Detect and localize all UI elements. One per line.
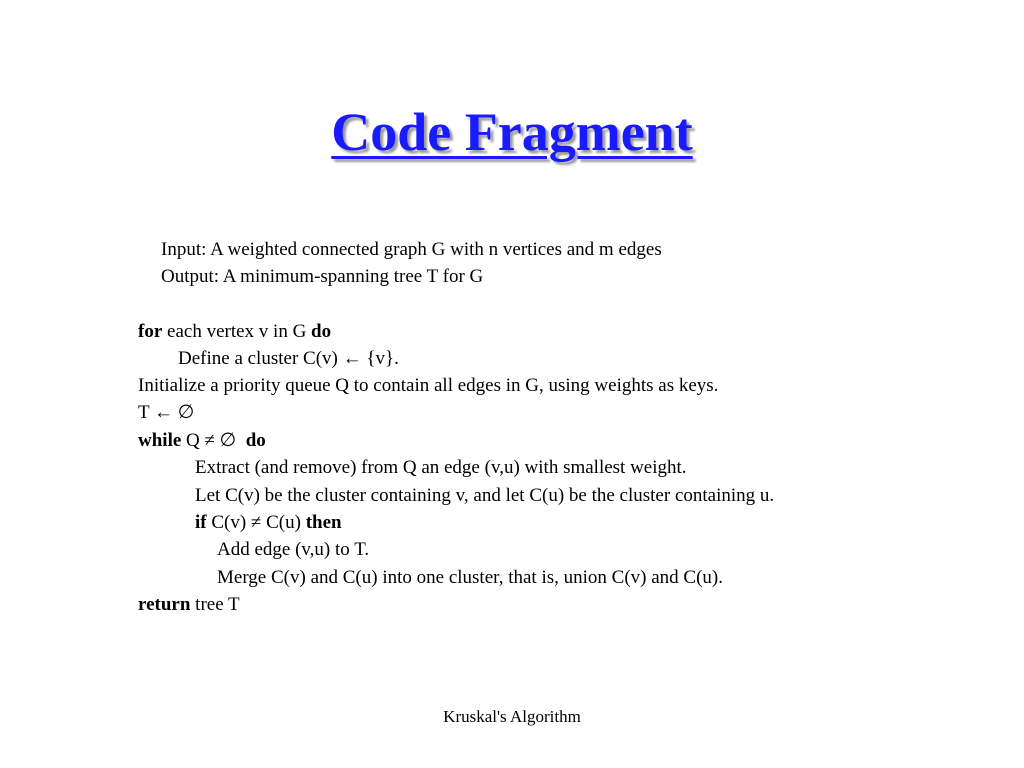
if-text: C(v) ≠ C(u) [206,512,306,533]
add-edge-line: Add edge (v,u) to T. [217,539,370,560]
slide-title: Code Fragment [331,102,693,162]
for-line [138,320,331,344]
for-keyword: for [138,321,163,342]
for-do-keyword: do [311,321,332,342]
init-queue-line: Initialize a priority queue Q to contain all edges in G, using weights as keys. [138,375,719,396]
let-clusters-line: Let C(v) be the cluster containing v, and let C(u) be the cluster containing u. [195,485,775,506]
define-cluster-line: Define a cluster C(v) ← {v}. [178,348,399,369]
merge-line: Merge C(v) and C(u) into one cluster, that is, union C(v) and C(u). [217,567,723,588]
if-then-keyword: then [305,512,342,533]
return-text: tree T [190,594,240,615]
extract-line: Extract (and remove) from Q an edge (v,u) with smallest weight. [195,457,687,478]
while-keyword: while [138,430,182,451]
input-line: Input: A weighted connected graph G with n vertices and m edges [161,239,662,260]
output-line: Output: A minimum-spanning tree T for G [161,266,484,287]
t-init-line: T ← ∅ [138,402,195,423]
while-text: Q ≠ ∅ [181,430,246,451]
return-keyword: return [138,594,191,615]
slide-footer: Kruskal's Algorithm [443,707,581,726]
for-text: each vertex v in G [162,321,312,342]
return-line [138,593,240,617]
while-line [138,429,266,453]
while-do-keyword: do [245,430,266,451]
if-keyword: if [195,512,207,533]
if-line [195,511,342,535]
